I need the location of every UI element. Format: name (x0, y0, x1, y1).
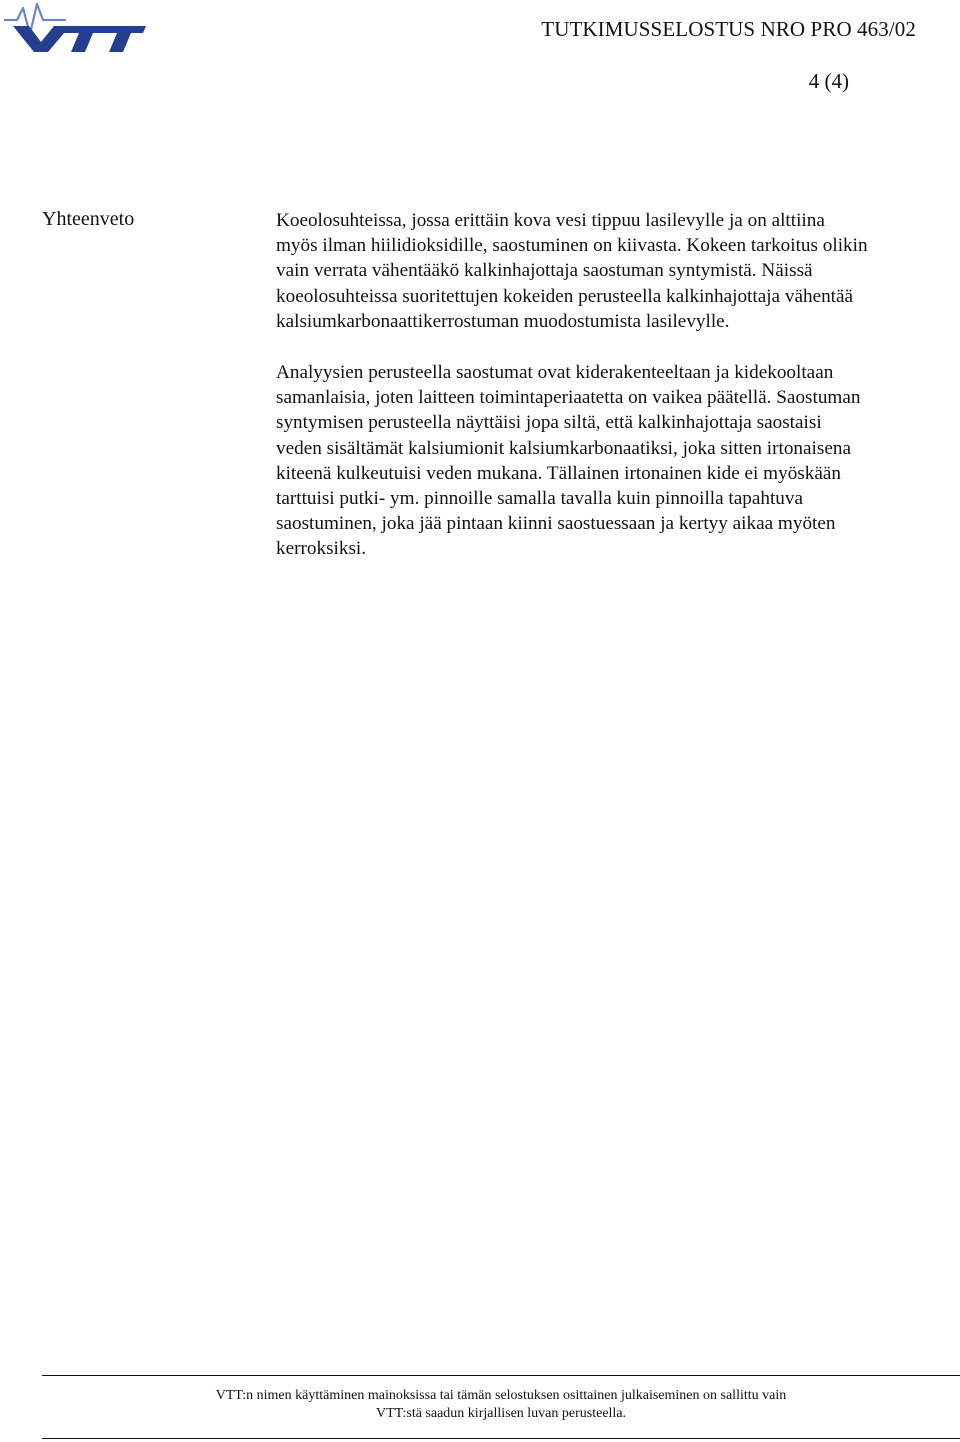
section-body (276, 208, 960, 588)
text-line: tarttuisi putki- ym. pinnoille samalla tavalla kuin pinnoilla tapahtuva (276, 488, 804, 510)
section-heading: Yhteenveto (42, 208, 135, 230)
text-line: Analyysien perusteella saostumat ovat kiderakenteeltaan ja kidekooltaan (276, 362, 834, 384)
text-line: veden sisältämät kalsiumionit kalsiumkarbonaatiksi, joka sitten irtonaisena (276, 437, 851, 459)
text-line: kiteenä kulkeutuisi veden mukana. Tällainen irtonainen kide ei myöskään (276, 462, 841, 484)
footer-line: VTT:n nimen käyttäminen mainoksissa tai tämän selostuksen osittainen julkaiseminen on sallittu vain (215, 1388, 787, 1403)
text-line: koeolosuhteissa suoritettujen kokeiden perusteella kalkinhajottaja vähentää (276, 285, 854, 307)
text-line: Koeolosuhteissa, jossa erittäin kova vesi tippuu lasilevylle ja on alttiina (276, 210, 825, 231)
footer-divider-bottom (42, 1438, 960, 1439)
paragraph (276, 360, 960, 562)
vtt-logo (4, 2, 146, 54)
page-number: 4 (4) (808, 69, 849, 93)
text-line: myös ilman hiilidioksidille, saostuminen on kiivasta. Kokeen tarkoitus olikin (276, 235, 868, 257)
text-line: kalsiumkarbonaattikerrostuman muodostumista lasilevylle. (276, 310, 730, 332)
text-line: vain verrata vähentääkö kalkinhajottaja saostuman syntymistä. Näissä (276, 260, 813, 282)
text-line: kerroksiksi. (276, 538, 367, 560)
vtt-logo-graphic (4, 2, 146, 54)
paragraph (276, 208, 960, 334)
text-line: syntymisen perusteella näyttäisi jopa siltä, että kalkinhajottaja saostaisi (276, 412, 822, 434)
text-line: saostuminen, joka jää pintaan kiinni saostuessaan ja kertyy aikaa myöten (276, 513, 836, 535)
footer-line: VTT:stä saadun kirjallisen luvan perusteella. (375, 1405, 627, 1421)
footer-divider-top (42, 1375, 960, 1376)
footer-notice (42, 1387, 960, 1422)
report-id: TUTKIMUSSELOSTUS NRO PRO 463/02 (541, 17, 916, 41)
text-line: samanlaisia, joten laitteen toimintaperiaatetta on vaikea päätellä. Saostuman (276, 387, 861, 409)
